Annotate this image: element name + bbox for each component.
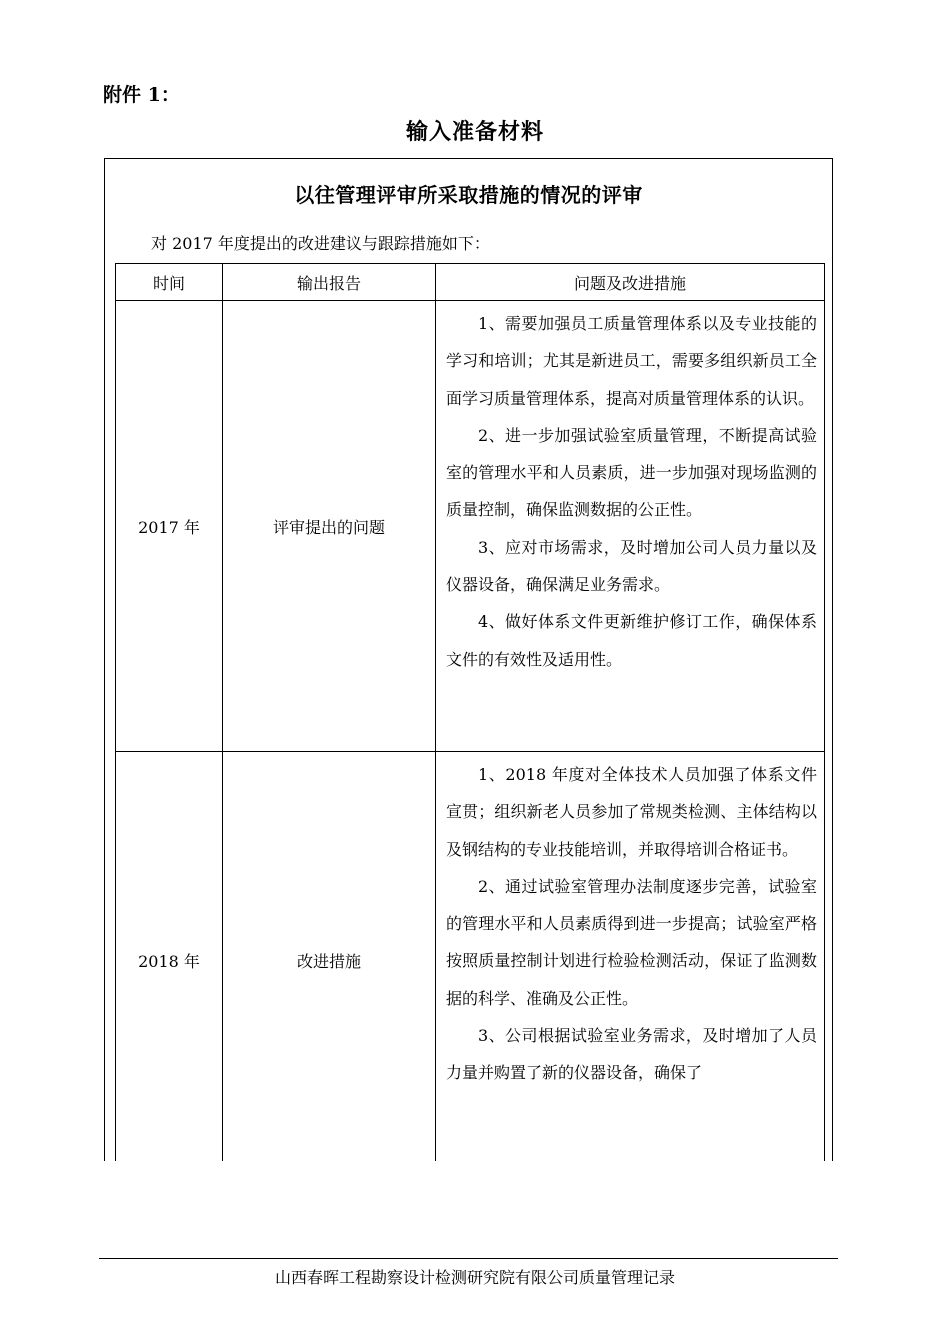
measure-item: 2、通过试验室管理办法制度逐步完善，试验室的管理水平和人员素质得到进一步提高；试验室严格按照质量控制计划进行检验检测活动，保证了监测数据的科学、准确及公正性。 <box>446 876 817 1008</box>
table-header-row <box>116 264 825 301</box>
header-time: 时间 <box>116 264 223 301</box>
row-report: 改进措施 <box>223 752 436 1162</box>
row-measures <box>436 752 825 1162</box>
document-title: 输入准备材料 <box>405 119 544 145</box>
row-report: 评审提出的问题 <box>223 301 436 752</box>
measure-item: 4、做好体系文件更新维护修订工作，确保体系文件的有效性及适用性。 <box>446 612 817 669</box>
review-section-frame <box>104 158 833 1161</box>
measure-item: 3、公司根据试验室业务需求，及时增加了人员力量并购置了新的仪器设备，确保了 <box>446 1026 817 1083</box>
footer-text: 山西春晖工程勘察设计检测研究院有限公司质量管理记录 <box>274 1268 675 1287</box>
header-output-report: 输出报告 <box>223 264 436 301</box>
header-measures: 问题及改进措施 <box>436 264 825 301</box>
measure-item: 2、进一步加强试验室质量管理，不断提高试验室的管理水平和人员素质，进一步加强对现场监测的质量控制，确保监测数据的公正性。 <box>446 425 817 520</box>
table-row <box>116 752 825 1162</box>
measure-item: 3、应对市场需求，及时增加公司人员力量以及仪器设备，确保满足业务需求。 <box>446 537 817 595</box>
section-title: 以往管理评审所采取措施的情况的评审 <box>294 183 643 207</box>
row-time: 2018 年 <box>116 752 223 1162</box>
review-table <box>115 263 825 1161</box>
attachment-label: 附件 1： <box>103 84 180 106</box>
measure-item: 1、2018 年度对全体技术人员加强了体系文件宣贯；组织新老人员参加了常规类检测、主体结构以及钢结构的专业技能培训，并取得培训合格证书。 <box>446 765 817 859</box>
measure-item: 1、需要加强员工质量管理体系以及专业技能的学习和培训；尤其是新进员工，需要多组织新员工全面学习质量管理体系，提高对质量管理体系的认识。 <box>446 314 817 408</box>
footer-divider <box>99 1258 838 1259</box>
section-intro: 对 2017 年度提出的改进建议与跟踪措施如下： <box>151 234 490 253</box>
table-row <box>116 301 825 752</box>
row-time: 2017 年 <box>116 301 223 752</box>
row-measures <box>436 301 825 752</box>
